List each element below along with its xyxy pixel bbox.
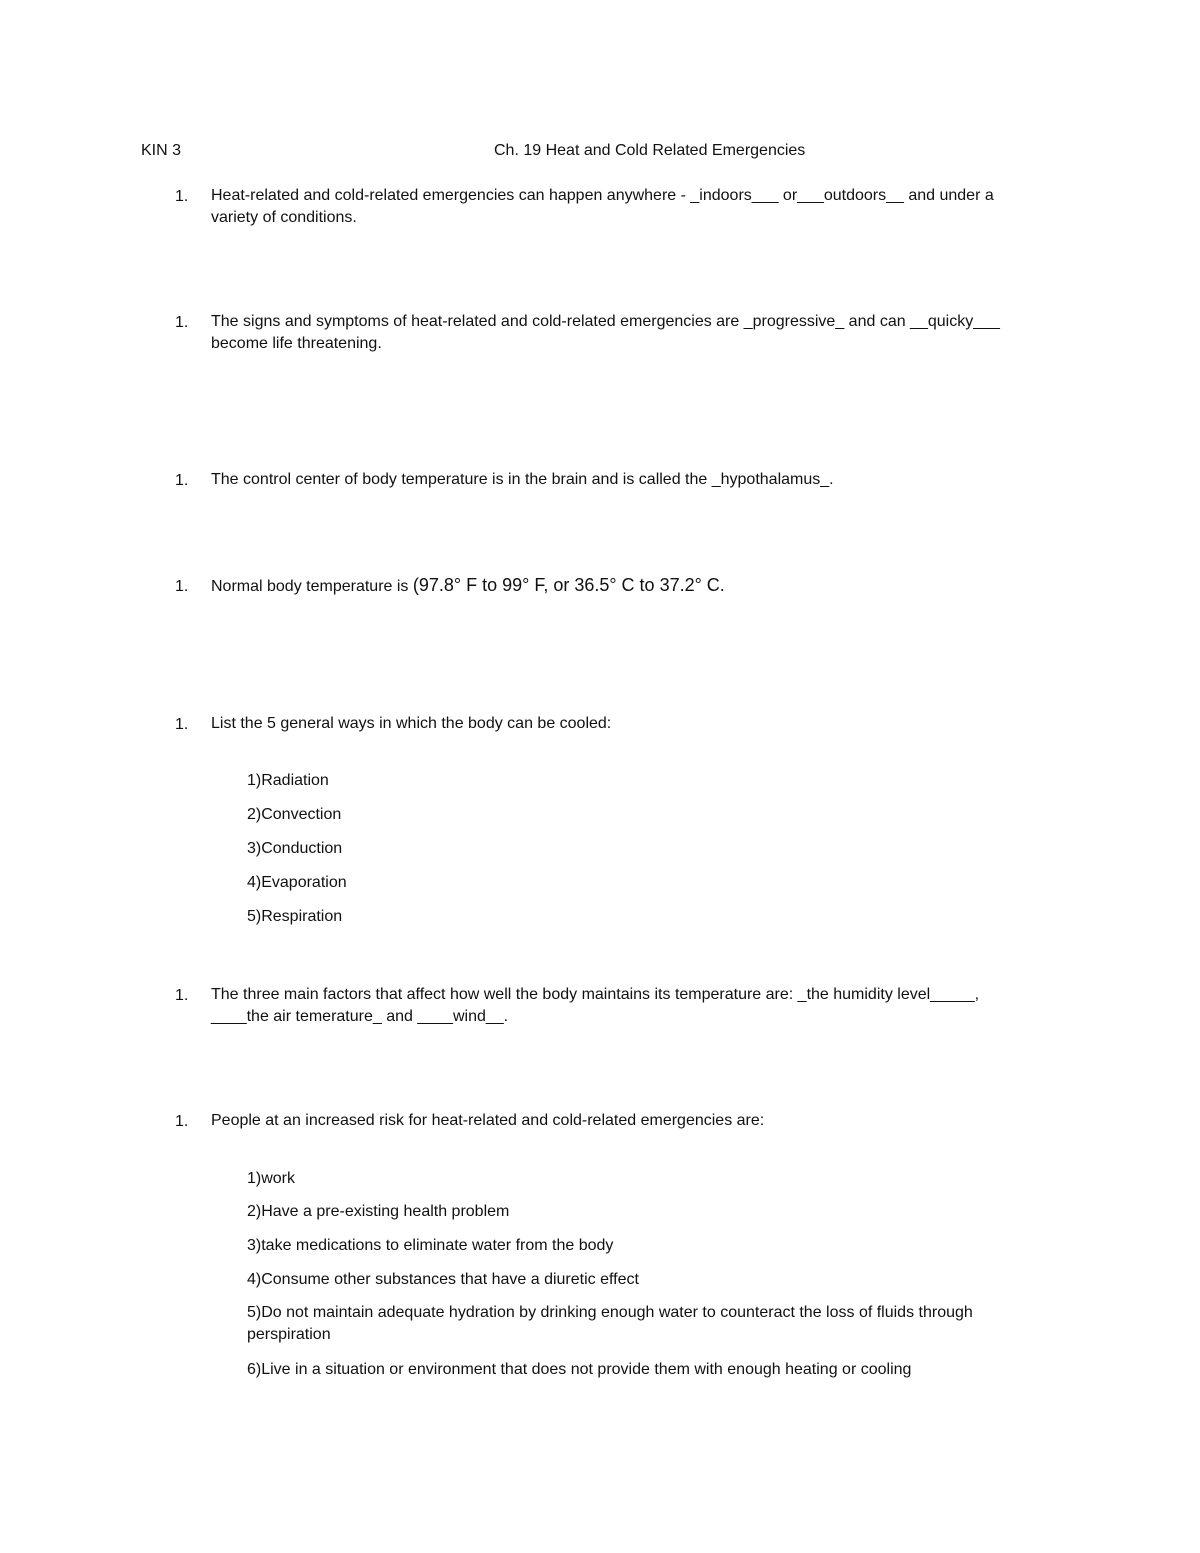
- question-text: People at an increased risk for heat-related and cold-related emergencies are:: [211, 1112, 765, 1129]
- item-number: 1.: [175, 314, 189, 331]
- item-number: 1.: [175, 1113, 189, 1130]
- list-item: 6)Live in a situation or environment that does not provide them with enough heating or cooling: [247, 1361, 912, 1378]
- question-text: The control center of body temperature is in the brain and is called the _hypothalamus_.: [211, 471, 834, 488]
- list-item: 2)Have a pre-existing health problem: [247, 1203, 510, 1220]
- list-item: 1)work: [247, 1170, 296, 1187]
- question-text: Normal body temperature is: [211, 578, 413, 595]
- list-item: 5)Do not maintain adequate hydration by drinking enough water to counteract the loss of fluids through perspiration: [247, 1304, 973, 1343]
- item-number: 1.: [175, 578, 189, 595]
- list-item: 4)Evaporation: [247, 874, 347, 891]
- list-item: 4)Consume other substances that have a diuretic effect: [247, 1271, 639, 1288]
- question-text: The three main factors that affect how well the body maintains its temperature are: _the humidity level_____, ____the air temerature_ and ____wind__.: [211, 986, 980, 1025]
- item-number: 1.: [175, 716, 189, 733]
- course-code: KIN 3: [141, 142, 182, 159]
- item-number: 1.: [175, 472, 189, 489]
- question-text: List the 5 general ways in which the body can be cooled:: [211, 715, 612, 732]
- list-item: 3)take medications to eliminate water from the body: [247, 1237, 614, 1254]
- list-item: 1)Radiation: [247, 772, 329, 789]
- question-text: Heat-related and cold-related emergencies can happen anywhere - _indoors___ or___outdoors__ and under a variety of conditions.: [211, 187, 994, 226]
- page-title: Ch. 19 Heat and Cold Related Emergencies: [494, 142, 806, 159]
- list-item: 5)Respiration: [247, 908, 343, 925]
- question-text: The signs and symptoms of heat-related and cold-related emergencies are _progressive_ and can __quicky___ become life threatening.: [211, 313, 1000, 352]
- item-number: 1.: [175, 188, 189, 205]
- item-number: 1.: [175, 987, 189, 1004]
- list-item: 3)Conduction: [247, 840, 343, 857]
- list-item: 2)Convection: [247, 806, 342, 823]
- temperature-range: (97.8° F to 99° F, or 36.5° C to 37.2° C.: [412, 575, 725, 595]
- question-line: [211, 574, 1041, 598]
